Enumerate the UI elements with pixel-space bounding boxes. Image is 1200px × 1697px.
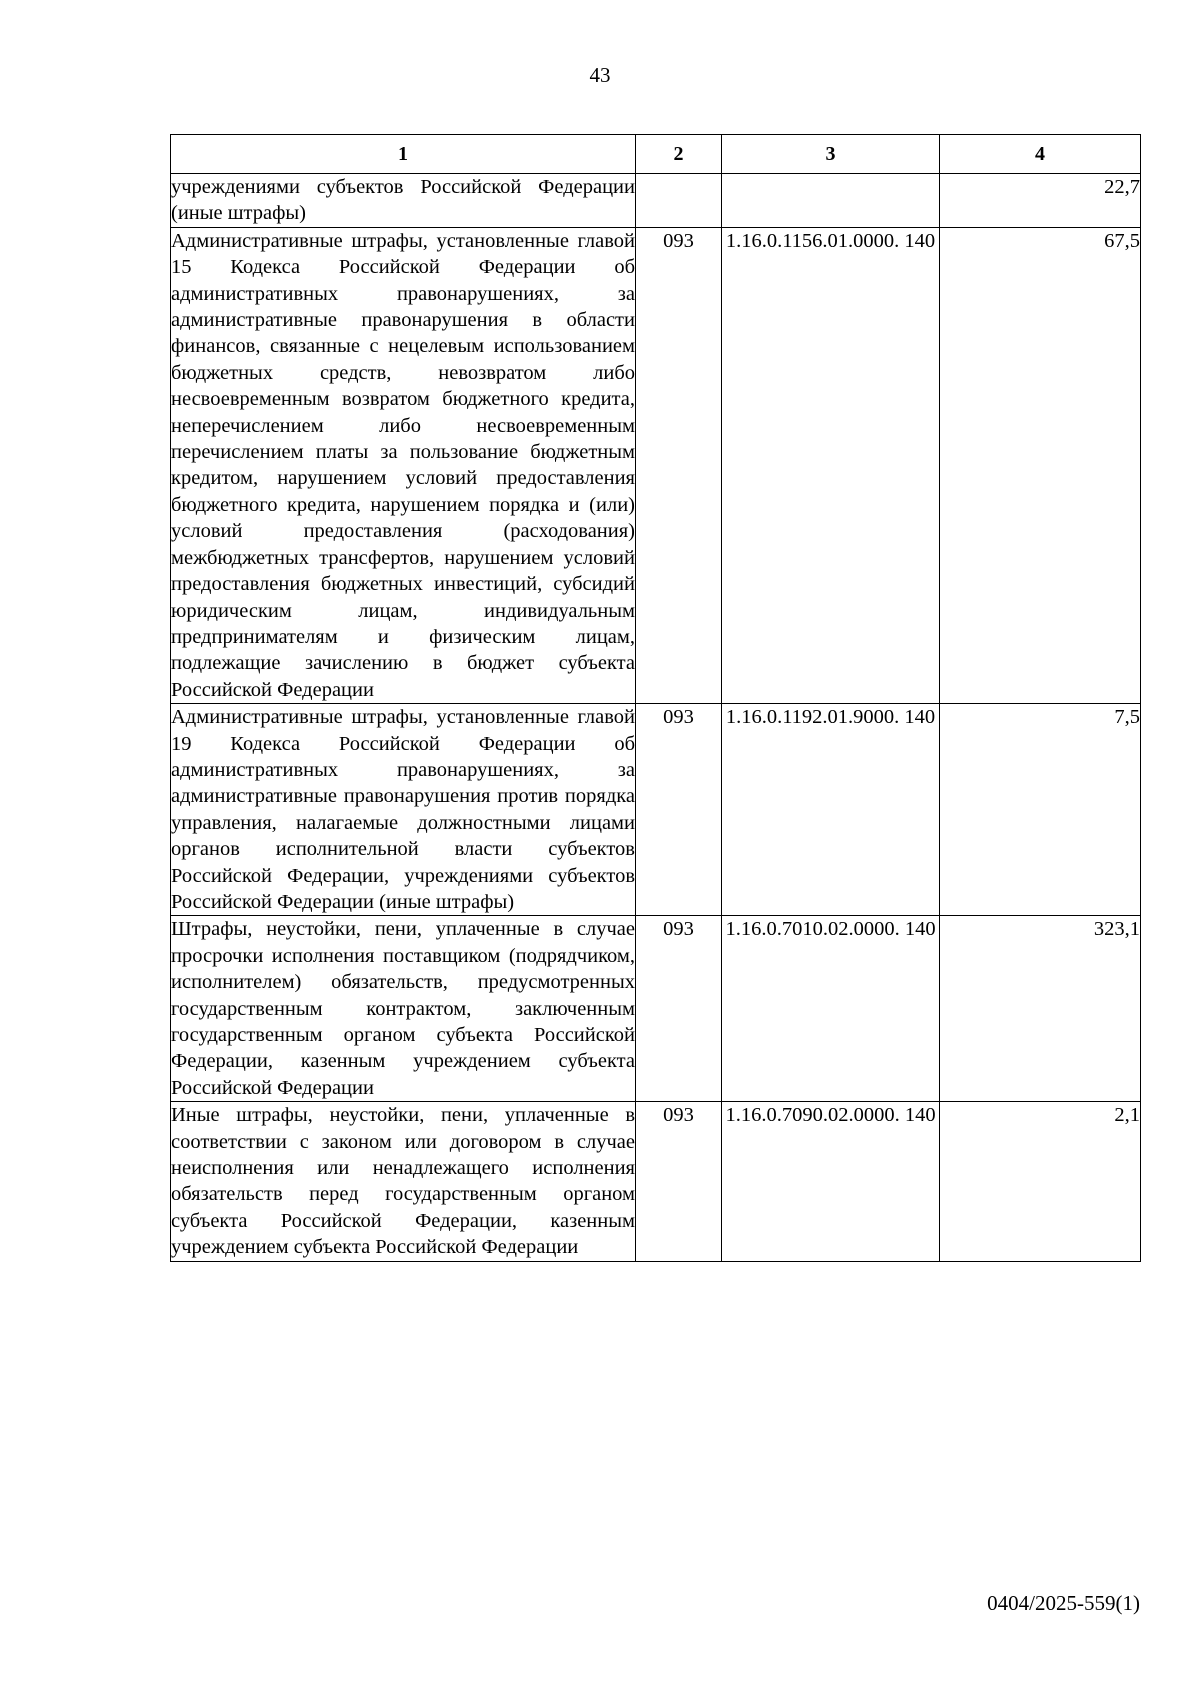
administrator-code-cell: 093	[636, 1102, 722, 1261]
amount-cell: 22,7	[940, 174, 1141, 228]
table-row	[171, 1102, 1141, 1261]
amount-cell: 2,1	[940, 1102, 1141, 1261]
revenue-name-cell: учреждениями субъектов Российской Федерации (иные штрафы)	[171, 174, 636, 228]
revenue-name-cell: Административные штрафы, установленные главой 15 Кодекса Российской Федерации об административных правонарушениях, за административные правонарушения в области финансов, связанные с нецелевым использованием бюджетных средств, невозвратом либо несвоевременным возвратом бюджетного кредита, неперечислением либо несвоевременным перечислением платы за пользование бюджетным кредитом, нарушением условий предоставления бюджетного кредита, нарушением порядка и (или) условий предоставления (расходования) межбюджетных трансфертов, нарушением условий предоставления бюджетных инвестиций, субсидий юридическим лицам, индивидуальным предпринимателям и физическим лицам, подлежащие зачислению в бюджет субъекта Российской Федерации	[171, 227, 636, 703]
table-row	[171, 916, 1141, 1102]
document-number: 0404/2025-559(1)	[987, 1591, 1140, 1615]
budget-code-cell: 1.16.0.7010.02.0000. 140	[722, 916, 940, 1102]
administrator-code-cell: 093	[636, 227, 722, 703]
amount-cell: 7,5	[940, 704, 1141, 916]
revenue-name-cell: Штрафы, неустойки, пени, уплаченные в случае просрочки исполнения поставщиком (подрядчиком, исполнителем) обязательств, предусмотренных государственным контрактом, заключенным государственным органом субъекта Российской Федерации, казенным учреждением субъекта Российской Федерации	[171, 916, 636, 1102]
administrator-code-cell: 093	[636, 916, 722, 1102]
revenue-table	[170, 134, 1141, 1262]
column-header: 3	[722, 135, 940, 174]
revenue-name-cell: Иные штрафы, неустойки, пени, уплаченные в соответствии с законом или договором в случае неисполнения или ненадлежащего исполнения обязательств перед государственным органом субъекта Российской Федерации, казенным учреждением субъекта Российской Федерации	[171, 1102, 636, 1261]
column-header: 4	[940, 135, 1141, 174]
revenue-name-cell: Административные штрафы, установленные главой 19 Кодекса Российской Федерации об административных правонарушениях, за административные правонарушения против порядка управления, налагаемые должностными лицами органов исполнительной власти субъектов Российской Федерации, учреждениями субъектов Российской Федерации (иные штрафы)	[171, 704, 636, 916]
budget-code-cell: 1.16.0.1156.01.0000. 140	[722, 227, 940, 703]
administrator-code-cell	[636, 174, 722, 228]
budget-code-cell	[722, 174, 940, 228]
amount-cell: 323,1	[940, 916, 1141, 1102]
table-row	[171, 227, 1141, 703]
table-row	[171, 704, 1141, 916]
amount-cell: 67,5	[940, 227, 1141, 703]
budget-code-cell: 1.16.0.7090.02.0000. 140	[722, 1102, 940, 1261]
table-header-row	[171, 135, 1141, 174]
column-header: 1	[171, 135, 636, 174]
table-row	[171, 174, 1141, 228]
budget-code-cell: 1.16.0.1192.01.9000. 140	[722, 704, 940, 916]
administrator-code-cell: 093	[636, 704, 722, 916]
column-header: 2	[636, 135, 722, 174]
page-number: 43	[589, 63, 611, 87]
